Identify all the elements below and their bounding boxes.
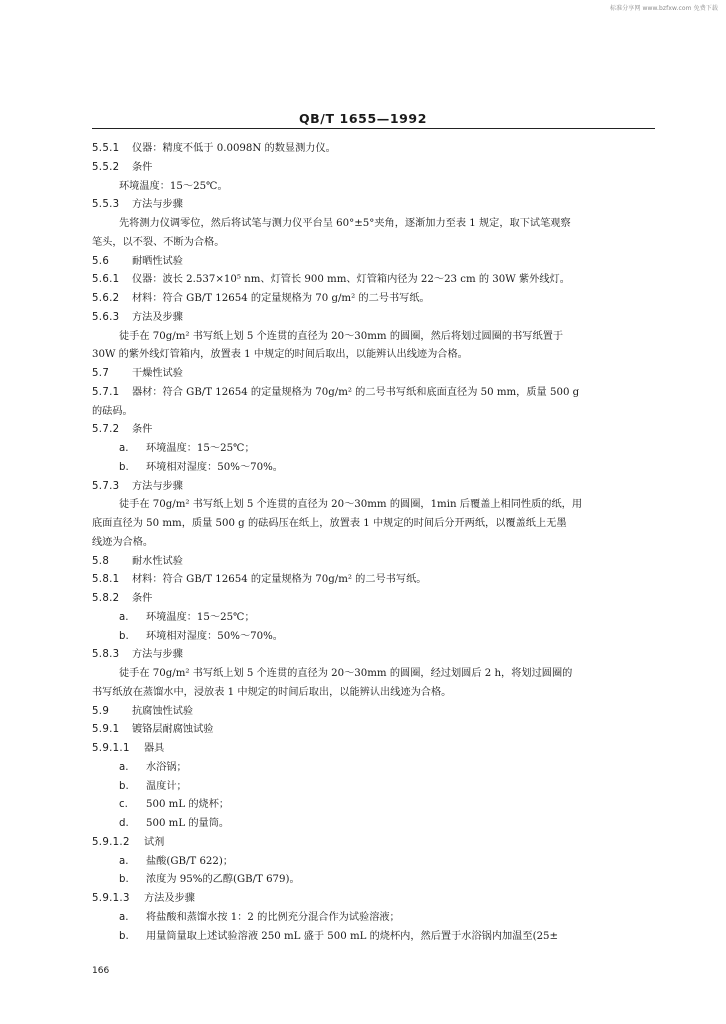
section-heading (92, 309, 655, 328)
section-text: 方法与步骤 (132, 199, 183, 211)
section-text: 材料：符合 GB/T 12654 的定量规格为 70 g/m² 的二号书写纸。 (132, 293, 430, 304)
list-item-text: 500 mL 的烧杯； (146, 799, 230, 811)
list-item-label: d. (119, 818, 129, 829)
list-item (92, 796, 655, 815)
section-heading (92, 253, 655, 272)
paragraph-line: 徒手在 70g/m² 书写纸上划 5 个连贯的直径为 20～30mm 的圆圈，1min 后覆盖上相同性质的纸，用 (119, 499, 583, 511)
list-item-text: 水浴锅； (146, 761, 187, 773)
list-item (92, 440, 655, 459)
section-number: 5.8.2 (92, 593, 120, 604)
section-number: 5.8.1 (92, 574, 120, 586)
list-item (92, 759, 655, 778)
section-number: 5.6.1 (92, 274, 120, 286)
section-number: 5.7.2 (92, 424, 120, 436)
section-number: 5.6.2 (92, 293, 120, 304)
list-item (92, 928, 655, 947)
paragraph-line: 先将测力仪调零位，然后将试笔与测力仪平台呈 60°±5°夹角，逐渐加力至表 1 规定，取下试笔观察 (119, 218, 571, 229)
section-text: 仪器：精度不低于 0.0098N 的数显测力仪。 (132, 143, 336, 154)
list-item-text: 用量筒量取上述试验溶液 250 mL 盛于 500 mL 的烧杯内，然后置于水浴锅内加温至(25± (146, 930, 559, 942)
section-text: 耐晒性试验 (132, 255, 183, 267)
section-number: 5.5.3 (92, 199, 120, 211)
section-heading (92, 571, 655, 590)
paragraph-line: 徒手在 70g/m² 书写纸上划 5 个连贯的直径为 20～30mm 的圆圈，经过划圆后 2 h，将划过圆圈的 (119, 668, 573, 679)
section-heading (92, 384, 655, 403)
section-heading (92, 365, 655, 384)
section-heading (92, 590, 655, 609)
list-item-label: b. (119, 780, 129, 792)
section-number: 5.9.1.1 (92, 743, 130, 754)
list-item-label: a. (119, 911, 129, 923)
section-heading (92, 553, 655, 572)
list-item-text: 盐酸(GB/T 622)； (146, 855, 234, 867)
list-item-label: a. (119, 611, 129, 623)
section-heading (92, 890, 655, 909)
section-heading (92, 290, 655, 309)
list-item (92, 909, 655, 928)
section-number: 5.5.1 (92, 143, 120, 154)
paragraph-continuation: 笔头，以不裂、不断为合格。 (92, 236, 225, 248)
list-item (92, 609, 655, 628)
section-heading (92, 703, 655, 722)
list-item-text: 环境温度：15～25℃； (146, 443, 255, 454)
section-heading (92, 478, 655, 497)
section-number: 5.6 (92, 255, 110, 267)
list-item-label: b. (119, 630, 129, 642)
section-text: 材料：符合 GB/T 12654 的定量规格为 70g/m² 的二号书写纸。 (132, 574, 427, 586)
section-number: 5.9.1.2 (92, 836, 130, 848)
list-item-label: a. (119, 443, 129, 454)
section-text: 方法与步骤 (132, 649, 183, 661)
list-item (92, 871, 655, 890)
paragraph-line: 徒手在 70g/m² 书写纸上划 5 个连贯的直径为 20～30mm 的圆圈，然后将划过圆圈的书写纸置于 (119, 330, 564, 342)
section-text: 条件 (132, 424, 153, 436)
list-item-text: 环境温度：15～25℃； (146, 611, 255, 623)
list-item-text: 浓度为 95%的乙醇(GB/T 679)。 (146, 874, 300, 886)
section-number: 5.7.1 (92, 386, 120, 398)
paragraph-line: 环境温度：15～25℃。 (119, 180, 228, 192)
list-item (92, 815, 655, 834)
paragraph-continuation: 30W 的紫外线灯管箱内，放置表 1 中规定的时间后取出，以能辨认出线迹为合格。 (92, 349, 468, 361)
paragraph-continuation: 线迹为合格。 (92, 536, 154, 548)
section-text: 镀铬层耐腐蚀试验 (132, 724, 214, 736)
section-text: 耐水性试验 (132, 555, 183, 567)
section-text: 方法与步骤 (132, 480, 183, 492)
section-heading (92, 646, 655, 665)
section-heading (92, 421, 655, 440)
list-item-label: a. (119, 761, 129, 773)
list-item-label: b. (119, 874, 129, 886)
section-text: 条件 (132, 161, 153, 173)
document-body (92, 140, 655, 946)
list-item (92, 628, 655, 647)
page-number: 166 (92, 966, 110, 976)
section-number: 5.9.1.3 (92, 893, 130, 904)
list-item-label: b. (119, 461, 129, 473)
section-heading (92, 740, 655, 759)
paragraph-continuation: 书写纸放在蒸馏水中，浸放表 1 中规定的时间后取出，以能辨认出线迹为合格。 (92, 686, 452, 698)
section-number: 5.9.1 (92, 724, 120, 736)
section-text: 方法及步骤 (144, 893, 195, 904)
section-text: 仪器：波长 2.537×10⁵ nm、灯管长 900 mm、灯管箱内径为 22～23 cm 的 30W 紫外线灯。 (132, 274, 570, 286)
section-text: 试剂 (144, 836, 165, 848)
section-number: 5.7 (92, 368, 110, 379)
watermark-text: 标准分享网 www.bzfxw.com 免费下载 (610, 5, 718, 12)
standard-number-header: QB/T 1655—1992 (298, 111, 428, 126)
section-text: 干燥性试验 (132, 368, 183, 379)
section-text: 条件 (132, 593, 153, 604)
paragraph-continuation: 底面直径为 50 mm，质量 500 g 的砝码压在纸上，放置表 1 中规定的时间后分开两纸，以覆盖纸上无墨 (92, 518, 567, 529)
list-item-text: 环境相对湿度：50%～70%。 (146, 461, 283, 473)
section-heading (92, 140, 655, 159)
section-number: 5.6.3 (92, 311, 120, 323)
list-item (92, 853, 655, 872)
list-item (92, 459, 655, 478)
section-number: 5.8.3 (92, 649, 120, 661)
section-heading (92, 721, 655, 740)
section-heading (92, 196, 655, 215)
list-item-text: 环境相对湿度：50%～70%。 (146, 630, 283, 642)
section-text: 方法及步骤 (132, 311, 183, 323)
header-divider (92, 128, 655, 129)
section-number: 5.5.2 (92, 161, 120, 173)
section-heading (92, 834, 655, 853)
section-heading (92, 271, 655, 290)
list-item (92, 778, 655, 797)
section-heading (92, 159, 655, 178)
section-text: 抗腐蚀性试验 (132, 705, 194, 717)
list-item-text: 500 mL 的量筒。 (146, 818, 230, 829)
section-number: 5.9 (92, 705, 110, 717)
list-item-label: a. (119, 855, 129, 867)
list-item-label: b. (119, 930, 129, 942)
list-item-text: 温度计； (146, 780, 187, 792)
list-item-label: c. (119, 799, 128, 811)
section-number: 5.8 (92, 555, 110, 567)
section-number: 5.7.3 (92, 480, 120, 492)
section-text: 器材：符合 GB/T 12654 的定量规格为 70g/m² 的二号书写纸和底面直径为 50 mm，质量 500 g (132, 386, 580, 398)
list-item-text: 将盐酸和蒸馏水按 1：2 的比例充分混合作为试验溶液； (146, 911, 400, 923)
paragraph-continuation: 的砝码。 (92, 405, 133, 417)
section-text: 器具 (144, 743, 165, 754)
